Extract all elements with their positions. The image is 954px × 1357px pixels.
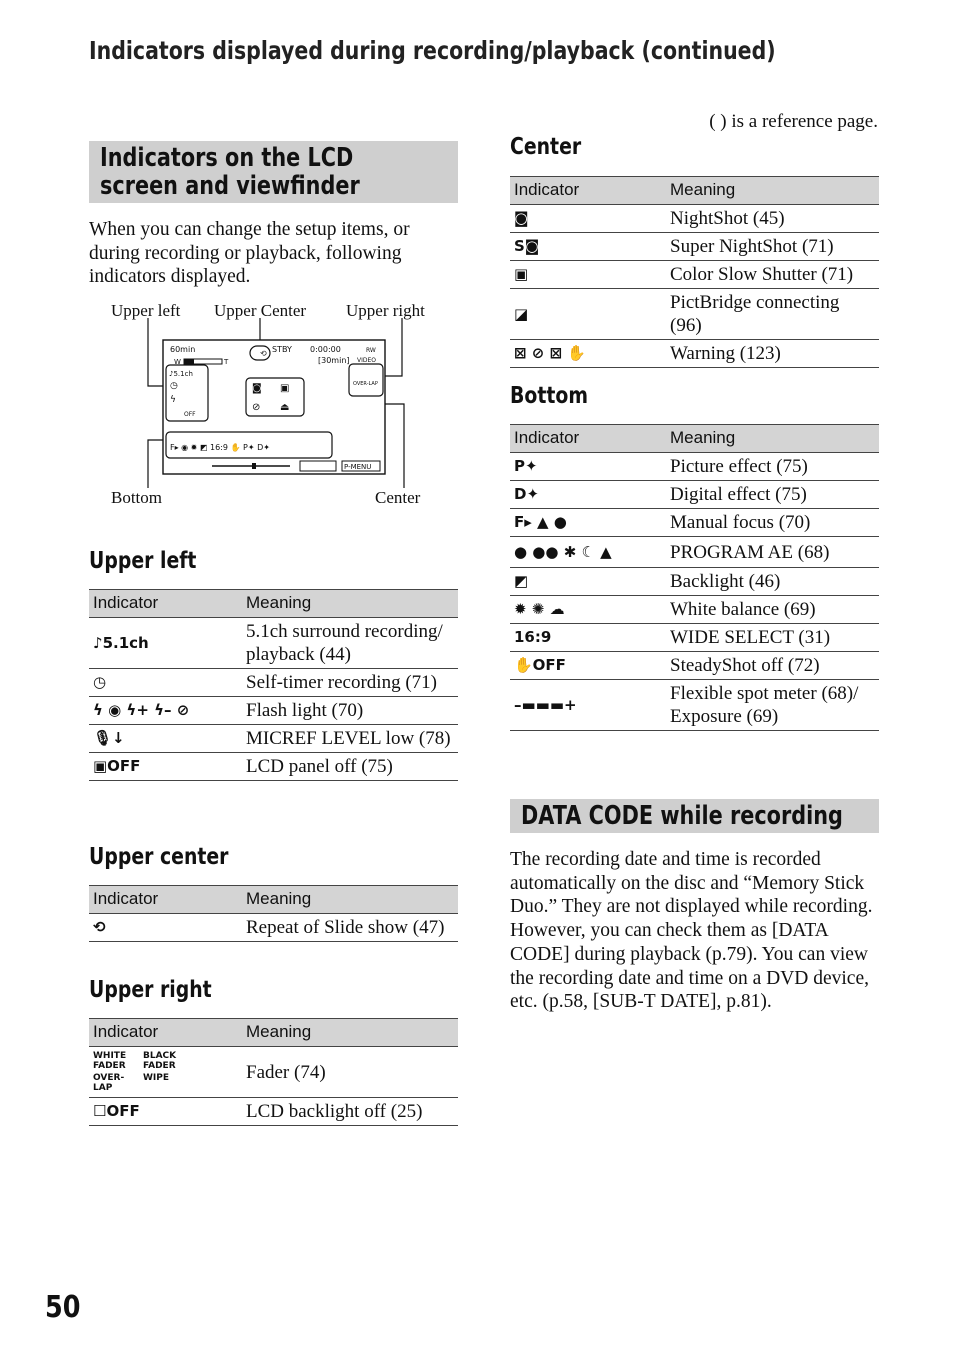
- col-indicator: Indicator: [89, 590, 242, 618]
- table-header-row: [89, 590, 458, 618]
- table-row: [510, 509, 879, 537]
- black-fader-icon: BLACK FADER: [143, 1051, 177, 1071]
- table-row: [510, 205, 879, 233]
- color-slow-shutter-icon: ▣: [510, 261, 666, 289]
- table-row: [89, 618, 458, 669]
- diagram-selftimer-icon: ◷: [170, 381, 178, 391]
- table-header-row: [89, 886, 458, 914]
- table-cell: PROGRAM AE (68): [666, 537, 879, 568]
- lcd-screen-diagram: [140, 318, 420, 488]
- table-header-row: [510, 425, 879, 453]
- diagram-remain: [30min]: [318, 356, 350, 365]
- table-row: [89, 1098, 458, 1126]
- white-balance-icon: ✹ ✺ ☁: [510, 596, 666, 624]
- table-row: [89, 914, 458, 942]
- table-cell: Warning (123): [666, 340, 879, 368]
- program-ae-icon: ● ●● ✱ ☾ ▲: [510, 537, 666, 568]
- diagram-pmenu: P-MENU: [344, 463, 372, 471]
- table-header-cell: Meaning: [666, 425, 879, 453]
- bottom-heading: Bottom: [510, 383, 588, 409]
- diagram-time: 0:00:00: [310, 345, 341, 354]
- table-cell: Color Slow Shutter (71): [666, 261, 879, 289]
- upper-left-heading: Upper left: [89, 548, 197, 574]
- lcd-panel-off-icon: ▣OFF: [89, 753, 242, 781]
- table-header-cell: Meaning: [242, 1019, 458, 1047]
- flash-icon: ϟ ◉ ϟ+ ϟ– ⊘: [89, 697, 242, 725]
- table-cell: NightShot (45): [666, 205, 879, 233]
- center-table: [510, 176, 879, 368]
- diagram-battery: 60min: [170, 345, 196, 354]
- diagram-label-upper-center: Upper Center: [214, 301, 307, 320]
- table-cell: SteadyShot off (72): [666, 652, 879, 680]
- upper-center-heading: Upper center: [89, 844, 229, 870]
- table-header-cell: Meaning: [666, 177, 879, 205]
- table-row: [510, 340, 879, 368]
- center-heading: Center: [510, 134, 582, 160]
- col-meaning: Meaning: [242, 590, 458, 618]
- diagram-flash-icon: ϟ: [170, 395, 176, 405]
- upper-left-table: [89, 589, 458, 781]
- table-row: [510, 537, 879, 568]
- table-row: [510, 652, 879, 680]
- table-cell: 5.1ch surround recording/ playback (44): [242, 618, 458, 669]
- picture-effect-icon: P✦: [510, 453, 666, 481]
- lcd-section-header: [89, 141, 458, 203]
- data-code-paragraph: The recording date and time is recorded automatically on the disc and “Memory Stick Duo.” They are not displayed while recording. However, you can check them as [DATA CODE] during playback (p.79). You can view the recording date and time on a DVD device, etc. (p.58, [SUB-T DATE], p.81).: [510, 849, 873, 1013]
- bottom-table: [510, 424, 879, 731]
- diagram-zoom-t: T: [224, 358, 229, 366]
- upper-right-table: [89, 1018, 458, 1126]
- upper-right-heading: Upper right: [89, 977, 212, 1003]
- digital-effect-icon: D✦: [510, 481, 666, 509]
- table-row: [89, 753, 458, 781]
- page-header: Indicators displayed during recording/playback (continued): [89, 36, 776, 65]
- lcd-backlight-off-icon: ☐OFF: [89, 1098, 242, 1126]
- diagram-eject-icon: ⏏: [280, 402, 290, 413]
- table-cell: Super NightShot (71): [666, 233, 879, 261]
- diagram-nightshot-icon: ◙: [252, 383, 262, 394]
- warning-icon: ⊠ ⊘ ⊠ ✋: [510, 340, 666, 368]
- nightshot-icon: ◙: [510, 205, 666, 233]
- table-cell: Flash light (70): [242, 697, 458, 725]
- table-cell: White balance (69): [666, 596, 879, 624]
- wipe-icon: WIPE: [143, 1073, 170, 1083]
- table-row: [510, 289, 879, 340]
- table-header-cell: Meaning: [242, 886, 458, 914]
- super-nightshot-icon: S◙: [510, 233, 666, 261]
- wide-select-icon: 16:9: [510, 624, 666, 652]
- repeat-icon: ⟲: [89, 914, 242, 942]
- diagram-label-center: Center: [375, 488, 421, 507]
- diagram-disc: RW: [366, 347, 376, 354]
- manual-focus-icon: F▸ ▲ ●: [510, 509, 666, 537]
- table-row: [89, 669, 458, 697]
- diagram-repeat-icon: ⟲: [260, 349, 267, 358]
- table-row: [89, 725, 458, 753]
- backlight-icon: ◩: [510, 568, 666, 596]
- table-cell: LCD panel off (75): [242, 753, 458, 781]
- diagram-surround: ♪5.1ch: [169, 370, 193, 378]
- table-header-cell: Indicator: [89, 886, 242, 914]
- page-number: 50: [45, 1290, 81, 1325]
- table-row: [510, 233, 879, 261]
- upper-center-table: [89, 885, 458, 942]
- table-header-row: [89, 1019, 458, 1047]
- steadyshot-off-icon: ✋OFF: [510, 652, 666, 680]
- table-cell: Digital effect (75): [666, 481, 879, 509]
- diagram-colorslow-icon: ▣: [280, 383, 290, 394]
- fader-icons: [89, 1047, 242, 1098]
- diagram-bottom-icons: F▸ ◉ ✹ ◩ 16:9 ✋ P✦ D✦: [170, 443, 270, 452]
- reference-note: ( ) is a reference page.: [709, 111, 878, 132]
- table-row: [510, 680, 879, 731]
- data-code-title: DATA CODE while recording: [521, 801, 843, 831]
- self-timer-icon: ◷: [89, 669, 242, 697]
- micref-icon: 🎙↓: [89, 725, 242, 753]
- spot-meter-icon: –▬▬▬+: [510, 680, 666, 731]
- table-row: [89, 1047, 458, 1098]
- table-row: [510, 453, 879, 481]
- table-cell: Fader (74): [242, 1047, 458, 1098]
- table-header-cell: Indicator: [89, 1019, 242, 1047]
- diagram-warning-icon: ⊘: [252, 402, 261, 413]
- data-code-header: [510, 799, 879, 833]
- table-cell: Flexible spot meter (68)/ Exposure (69): [666, 680, 879, 731]
- diagram-label-upper-left: Upper left: [111, 301, 181, 320]
- table-cell: LCD backlight off (25): [242, 1098, 458, 1126]
- diagram-label-upper-right: Upper right: [346, 301, 425, 320]
- diagram-overlap: OVER-LAP: [353, 381, 378, 387]
- table-cell: PictBridge connecting (96): [666, 289, 879, 340]
- lcd-section-title: Indicators on the LCD screen and viewfinder: [100, 143, 360, 201]
- table-row: [89, 697, 458, 725]
- intro-paragraph: When you can change the setup items, or during recording or playback, following indicators displayed.: [89, 219, 410, 288]
- diagram-zoom-w: W: [174, 358, 181, 366]
- table-header-cell: Indicator: [510, 425, 666, 453]
- diagram-label-bottom: Bottom: [111, 488, 163, 507]
- table-cell: MICREF LEVEL low (78): [242, 725, 458, 753]
- table-header-cell: Indicator: [510, 177, 666, 205]
- table-cell: Self-timer recording (71): [242, 669, 458, 697]
- surround-icon: ♪5.1ch: [89, 618, 242, 669]
- overlap-icon: OVER- LAP: [93, 1073, 125, 1093]
- table-cell: Repeat of Slide show (47): [242, 914, 458, 942]
- table-header-row: [510, 177, 879, 205]
- table-row: [510, 596, 879, 624]
- pictbridge-icon: ◪: [510, 289, 666, 340]
- diagram-lcd-off: OFF: [184, 411, 196, 418]
- white-fader-icon: WHITE FADER: [93, 1051, 127, 1071]
- table-cell: WIDE SELECT (31): [666, 624, 879, 652]
- diagram-mode: STBY: [272, 345, 292, 354]
- diagram-video: VIDEO: [357, 357, 377, 364]
- table-row: [510, 261, 879, 289]
- table-cell: Picture effect (75): [666, 453, 879, 481]
- table-row: [510, 481, 879, 509]
- table-cell: Backlight (46): [666, 568, 879, 596]
- table-row: [510, 568, 879, 596]
- table-cell: Manual focus (70): [666, 509, 879, 537]
- table-row: [510, 624, 879, 652]
